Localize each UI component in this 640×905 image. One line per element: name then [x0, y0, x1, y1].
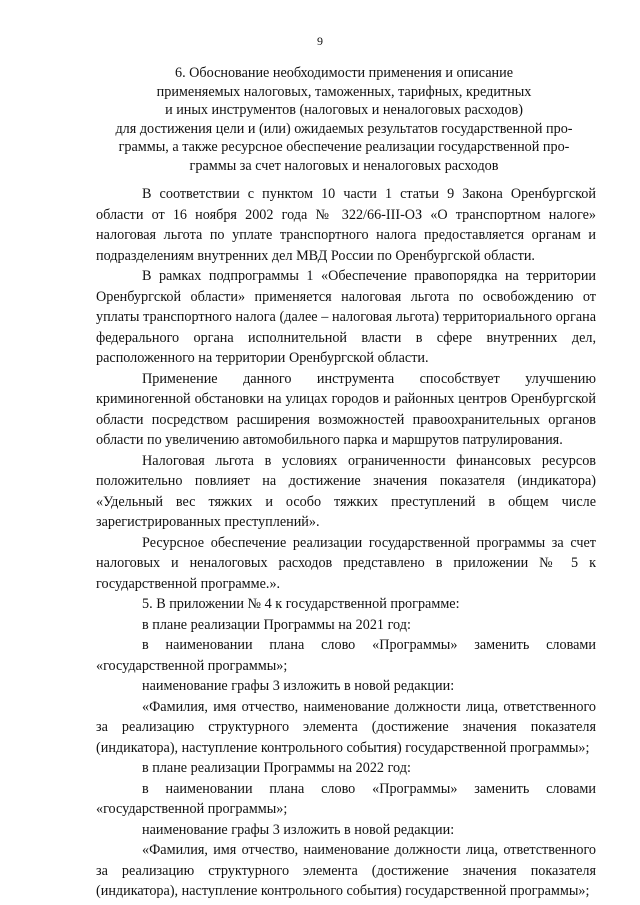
paragraph: наименование графы 3 изложить в новой редакции:: [142, 678, 455, 694]
page-number: 9: [317, 34, 323, 48]
paragraph: «Фамилия, имя отчество, наименование должности лица, ответственного за реализацию структурного элемента (достижение значения показателя (индикатора), наступление контрольного события) государственной программы»;: [96, 842, 596, 899]
paragraph: в плане реализации Программы на 2022 год:: [142, 760, 411, 776]
paragraph: в наименовании плана слово «Программы» заменить словами «государственной программы»;: [96, 780, 596, 817]
paragraph: Ресурсное обеспечение реализации государственной программы за счет налоговых и неналоговых расходов представлено в приложении № 5 к государственной программе.».: [96, 534, 596, 592]
paragraph: Налоговая льгота в условиях ограниченности финансовых ресурсов положительно повлияет на достижение значения показателя (индикатора) «Удельный вес тяжких и особо тяжких преступлений в общем числе зарегистрированных преступлений».: [96, 452, 596, 530]
paragraph: 5. В приложении № 4 к государственной программе:: [142, 596, 460, 612]
section-heading: [96, 64, 592, 176]
heading-line: граммы, а также ресурсное обеспечение реализации государственной про-: [118, 139, 570, 156]
paragraph: наименование графы 3 изложить в новой редакции:: [142, 821, 455, 838]
paragraph: Применение данного инструмента способствует улучшению криминогенной обстановки на улицах городов и районных центров Оренбургской области посредством расширения возможностей правоохранительных органов области по увеличению автомобильного парка и маршрутов патрулирования.: [96, 370, 596, 448]
paragraph: в наименовании плана слово «Программы» заменить словами «государственной программы»;: [96, 637, 596, 674]
paragraph: «Фамилия, имя отчество, наименование должности лица, ответственного за реализацию структурного элемента (достижение значения показателя (индикатора), наступление контрольного события) государственной программы»;: [96, 698, 596, 756]
paragraph: в плане реализации Программы на 2021 год:: [142, 616, 411, 633]
heading-line: и иных инструментов (налоговых и неналоговых расходов): [165, 102, 523, 119]
heading-line: для достижения цели и (или) ожидаемых результатов государственной про-: [115, 120, 573, 137]
heading-line: граммы за счет налоговых и неналоговых расходов: [189, 157, 499, 174]
paragraph: В рамках подпрограммы 1 «Обеспечение правопорядка на территории Оренбургской области» применяется налоговая льгота по освобождению от уплаты транспортного налога (далее – налоговая льгота) территориального органа федерального органа исполнительной власти в сфере внутренних дел, расположенного на территории Оренбургской области.: [96, 268, 596, 366]
heading-line: применяемых налоговых, таможенных, тарифных, кредитных: [156, 83, 532, 100]
heading-line: 6. Обоснование необходимости применения и описание: [174, 65, 514, 81]
paragraph: В соответствии с пунктом 10 части 1 статьи 9 Закона Оренбургской области от 16 ноября 2002 года № 322/66-III-ОЗ «О транспортном налоге» налоговая льгота по уплате транспортного налога предоставляется органам и подразделениям внутренних дел МВД России по Оренбургской области.: [96, 186, 596, 264]
document-body: [96, 184, 596, 902]
